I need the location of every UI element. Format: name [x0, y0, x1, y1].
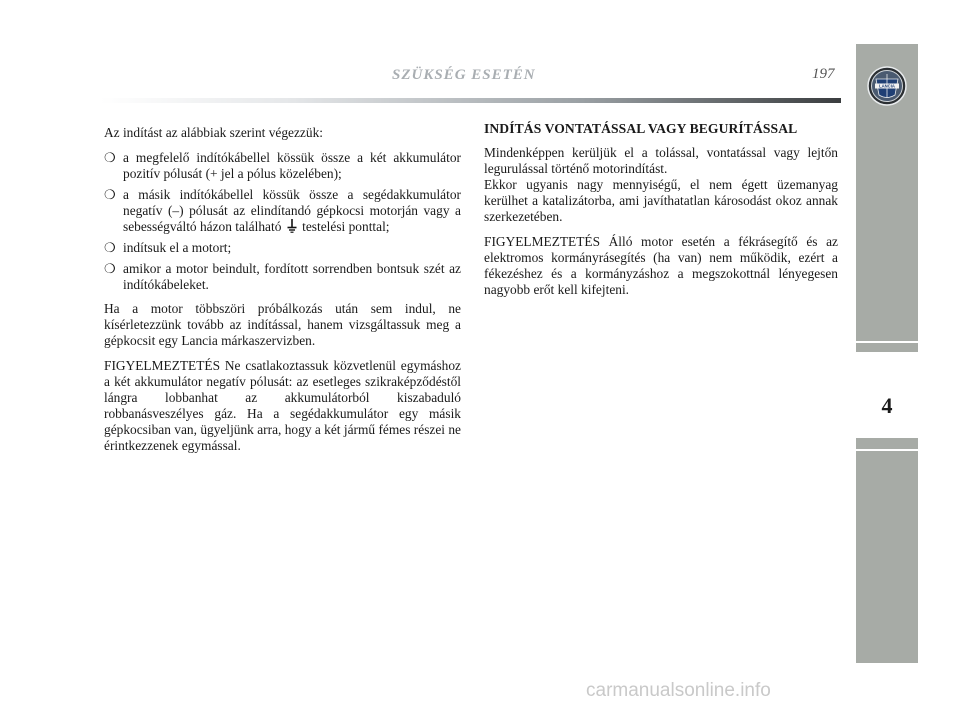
page-number: 197 — [812, 66, 835, 82]
watermark-text: carmanualsonline.info — [586, 680, 771, 701]
list-item: ❍ amikor a motor beindult, fordított sorrendben bontsuk szét az indítókábeleket. — [104, 261, 461, 292]
bullet-circle-icon: ❍ — [104, 240, 116, 255]
left-column — [104, 125, 461, 463]
section-title: INDÍTÁS VONTATÁSSAL VAGY BEGURÍTÁSSAL — [484, 121, 798, 136]
list-item: ❍ a megfelelő indítókábellel kössük össze a két akkumulátor pozitív pólusát (+ jel a pólus közelében); — [104, 150, 461, 181]
lancia-logo-icon — [867, 66, 907, 106]
chapter-number: 4 — [881, 393, 893, 418]
tow-warning-paragraph: FIGYELMEZTETÉS Álló motor esetén a fékrásegítő és az elektromos kormányrásegítés (ha van) nem működik, ezért a fékezéshez és a kormányzáshoz a megszokottnál lényegesen nagyobb erőt kell kifejteni. — [484, 234, 838, 297]
intro-text: Az indítást az alábbiak szerint végezzük: — [104, 125, 323, 140]
warning-paragraph: FIGYELMEZTETÉS Ne csatlakoztassuk közvetlenül egymáshoz a két akkumulátor negatív pólusát: az esetleges szikraképződéstől lángra lobbanhat az akkumulátorból kiszabaduló robbanásveszélyes gáz. Ha a segédakkumulátor egy másik gépkocsiban van, ügyeljünk arra, hogy a két jármű fémes részei ne érintkezzenek egymással. — [104, 358, 461, 453]
steps-list — [104, 150, 461, 293]
header-rule — [100, 98, 841, 103]
tow-start-paragraph: Mindenképpen kerüljük el a tolással, vontatással vagy lejtőn legurulással történő motorindítást. Ekkor ugyanis nagy mennyiségű, el nem égett üzemanyag kerülhet a katalizátorba, ami javíthatatlan károsodást okoz annak szerkezetében. — [484, 145, 838, 224]
tab-divider-bottom — [856, 449, 918, 451]
list-item: ❍ a másik indítókábellel kössük össze a segédakkumulátor negatív (–) pólusát az elindítandó gépkocsi motorján vagy a sebességváltó házon található testelési ponttal; — [104, 187, 461, 234]
bullet-circle-icon: ❍ — [104, 187, 116, 202]
bullet-circle-icon: ❍ — [104, 261, 116, 276]
page-header-title: SZÜKSÉG ESETÉN — [392, 67, 536, 83]
chapter-side-tab — [856, 44, 918, 663]
list-item: ❍ indítsuk el a motort; — [104, 240, 232, 255]
ground-symbol-icon — [287, 219, 297, 233]
service-paragraph: Ha a motor többszöri próbálkozás után sem indul, ne kísérletezzünk tovább az indítással, hanem vizsgáltassuk meg a gépkocsit egy Lancia márkaszervizben. — [104, 301, 461, 348]
right-column — [484, 121, 838, 307]
bullet-circle-icon: ❍ — [104, 150, 116, 165]
svg-text:LANCIA: LANCIA — [879, 83, 895, 89]
tab-divider-top — [856, 341, 918, 343]
